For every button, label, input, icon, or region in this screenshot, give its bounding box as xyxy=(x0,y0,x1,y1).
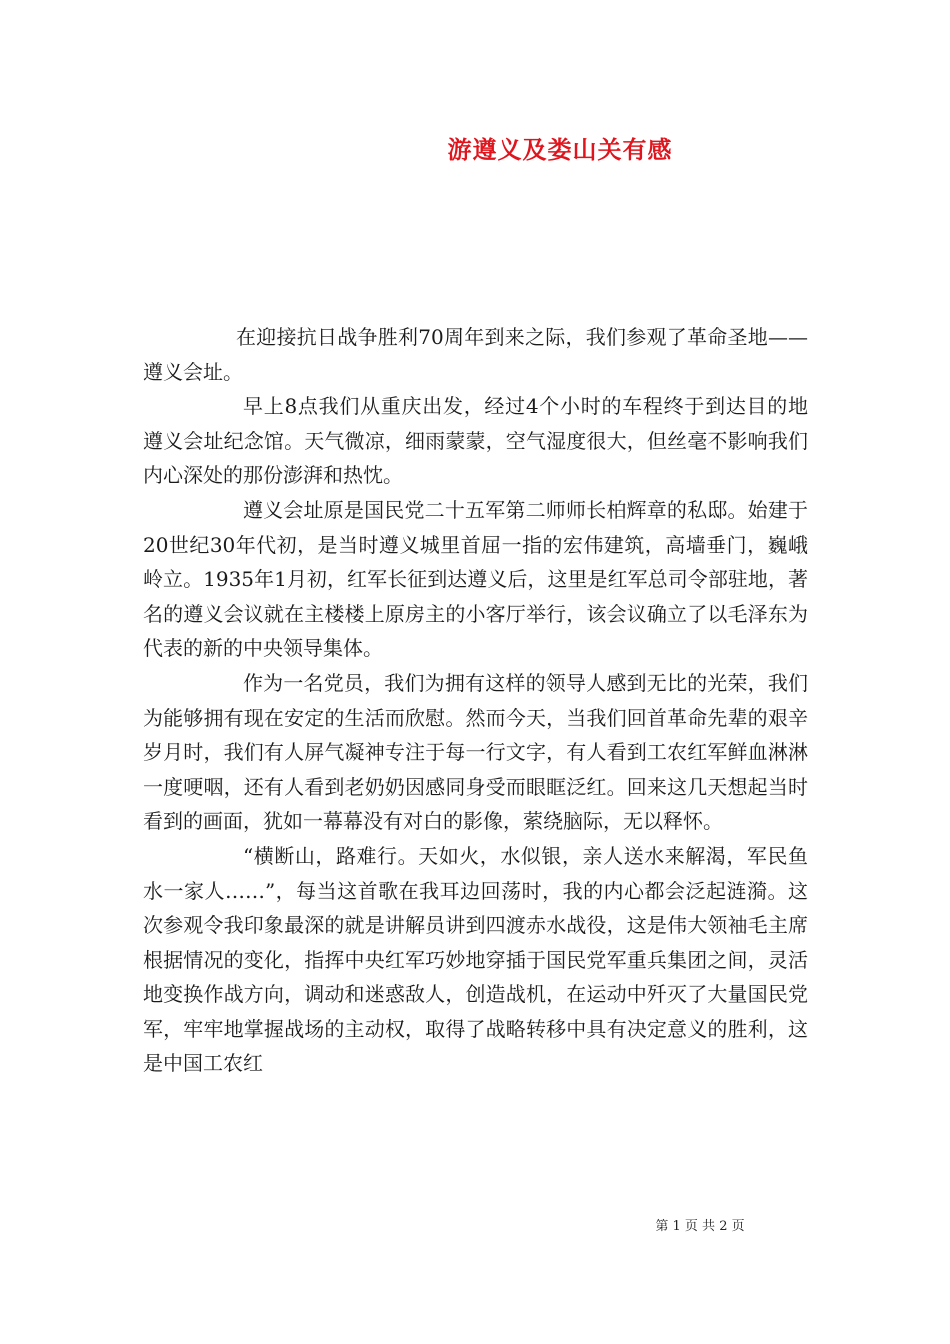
paragraph-5: “横断山，路难行。天如火，水似银，亲人送水来解渴，军民鱼水一家人……”，每当这首歌在我耳边回荡时，我的内心都会泛起涟漪。这次参观令我印象最深的就是讲解员讲到四渡赤水战役，这是伟大领袖毛主席根据情况的变化，指挥中央红军巧妙地穿插于国民党军重兵集团之间，灵活地变换作战方向，调动和迷惑敌人，创造战机，在运动中歼灭了大量国民党军，牢牢地掌握战场的主动权，取得了战略转移中具有决定意义的胜利，这是中国工农红 xyxy=(143,843,808,1076)
paragraph-3: 遵义会址原是国民党二十五军第二师师长柏辉章的私邸。始建于20世纪30年代初，是当时遵义城里首屈一指的宏伟建筑，高墙垂门，巍峨岭立。1935年1月初，红军长征到达遵义后，这里是红军总司令部驻地，著名的遵义会议就在主楼楼上原房主的小客厅举行，该会议确立了以毛泽东为代表的新的中央领导集体。 xyxy=(143,497,808,661)
paragraph-1: 在迎接抗日战争胜利70周年到来之际，我们参观了革命圣地——遵义会址。 xyxy=(143,325,808,384)
paragraph-4: 作为一名党员，我们为拥有这样的领导人感到无比的光荣，我们为能够拥有现在安定的生活而欣慰。然而今天，当我们回首革命先辈的艰辛岁月时，我们有人屏气凝神专注于每一行文字，有人看到工农红军鲜血淋淋一度哽咽，还有人看到老奶奶因感同身受而眼眶泛红。回来这几天想起当时看到的画面，犹如一幕幕没有对白的影像，萦绕脑际，无以释怀。 xyxy=(143,670,808,834)
document-body xyxy=(143,320,808,1081)
paragraph-2: 早上8点我们从重庆出发，经过4个小时的车程终于到达目的地遵义会址纪念馆。天气微凉，细雨蒙蒙，空气湿度很大，但丝毫不影响我们内心深处的那份澎湃和热忱。 xyxy=(143,394,808,488)
document-title: 游遵义及娄山关有感 xyxy=(447,135,673,164)
page-number-footer: 第 1 页 共 2 页 xyxy=(655,1219,745,1234)
